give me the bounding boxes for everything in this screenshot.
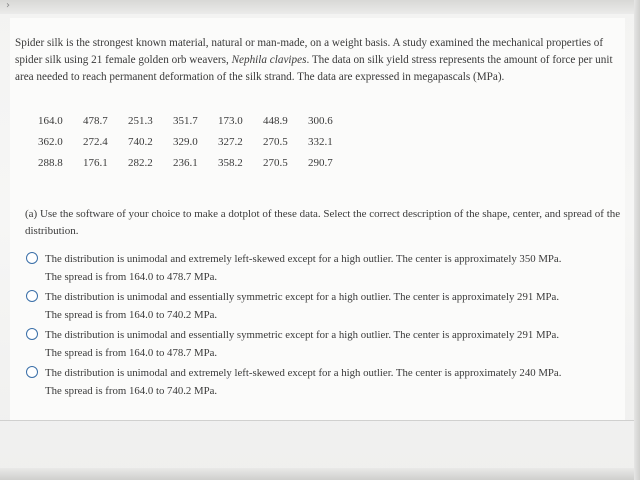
answer-option-text[interactable] [45,326,630,362]
table-cell: 351.7 [173,114,198,127]
answer-option[interactable] [20,288,630,326]
answer-options [20,250,630,402]
chevron-right-icon[interactable]: › [6,0,10,11]
option-line: The spread is from 164.0 to 740.2 MPa. [45,385,218,397]
intro-text-part2: . The data on silk yield stress represents the amount of force per unit area needed to reach permanent deformation of the silk strand. The data are expressed in megapascals (MPa). [15,54,613,83]
option-line: The spread is from 164.0 to 478.7 MPa. [45,271,218,283]
problem-intro [15,35,625,86]
radio-button[interactable] [26,366,38,378]
table-row [38,131,353,152]
table-cell: 272.4 [83,135,108,148]
option-line: The spread is from 164.0 to 478.7 MPa. [45,347,218,359]
table-cell: 176.1 [83,156,108,169]
top-toolbar [0,0,640,14]
option-line: The distribution is unimodal and essentially symmetric except for a high outlier. The center is approximately 291 MPa. [45,291,560,303]
radio-button[interactable] [26,290,38,302]
table-cell: 288.8 [38,156,63,169]
right-edge [634,0,640,480]
table-cell: 332.1 [308,135,333,148]
option-line: The distribution is unimodal and extremely left-skewed except for a high outlier. The center is approximately 350 MPa. [45,253,562,265]
radio-button[interactable] [26,328,38,340]
radio-button[interactable] [26,252,38,264]
divider [0,420,640,421]
species-name: Nephila clavipes [231,54,307,66]
table-cell: 282.2 [128,156,153,169]
table-row [38,110,353,131]
table-cell: 300.6 [308,114,333,127]
option-line: The distribution is unimodal and essentially symmetric except for a high outlier. The center is approximately 291 MPa. [45,329,560,341]
table-cell: 173.0 [218,114,243,127]
table-cell: 164.0 [38,114,63,127]
answer-option[interactable] [20,326,630,364]
option-line: The spread is from 164.0 to 740.2 MPa. [45,309,218,321]
question-prompt: (a) Use the software of your choice to make a dotplot of these data. Select the correct description of the shape, center, and spread of the distribution. [25,208,621,237]
table-row [38,152,353,173]
intro-paragraph [15,35,625,86]
table-cell: 329.0 [173,135,198,148]
table-cell: 270.5 [263,135,288,148]
table-cell: 478.7 [83,114,108,127]
table-cell: 236.1 [173,156,198,169]
bottom-edge [0,468,640,480]
table-cell: 448.9 [263,114,288,127]
table-cell: 290.7 [308,156,333,169]
table-cell: 251.3 [128,114,153,127]
answer-option-text[interactable] [45,288,630,324]
table-cell: 270.5 [263,156,288,169]
intro-text-part1: Spider silk is the strongest known material, natural or man-made, on a weight basis. A study examined the mechanical properties of spider silk using 21 female golden orb weavers, [15,37,604,66]
table-cell: 362.0 [38,135,63,148]
table-cell: 358.2 [218,156,243,169]
data-table [38,110,353,173]
table-cell: 327.2 [218,135,243,148]
answer-option[interactable] [20,250,630,288]
answer-option-text[interactable] [45,364,630,400]
table-cell: 740.2 [128,135,153,148]
answer-option[interactable] [20,364,630,402]
option-line: The distribution is unimodal and extremely left-skewed except for a high outlier. The center is approximately 240 MPa. [45,367,562,379]
answer-option-text[interactable] [45,250,630,286]
